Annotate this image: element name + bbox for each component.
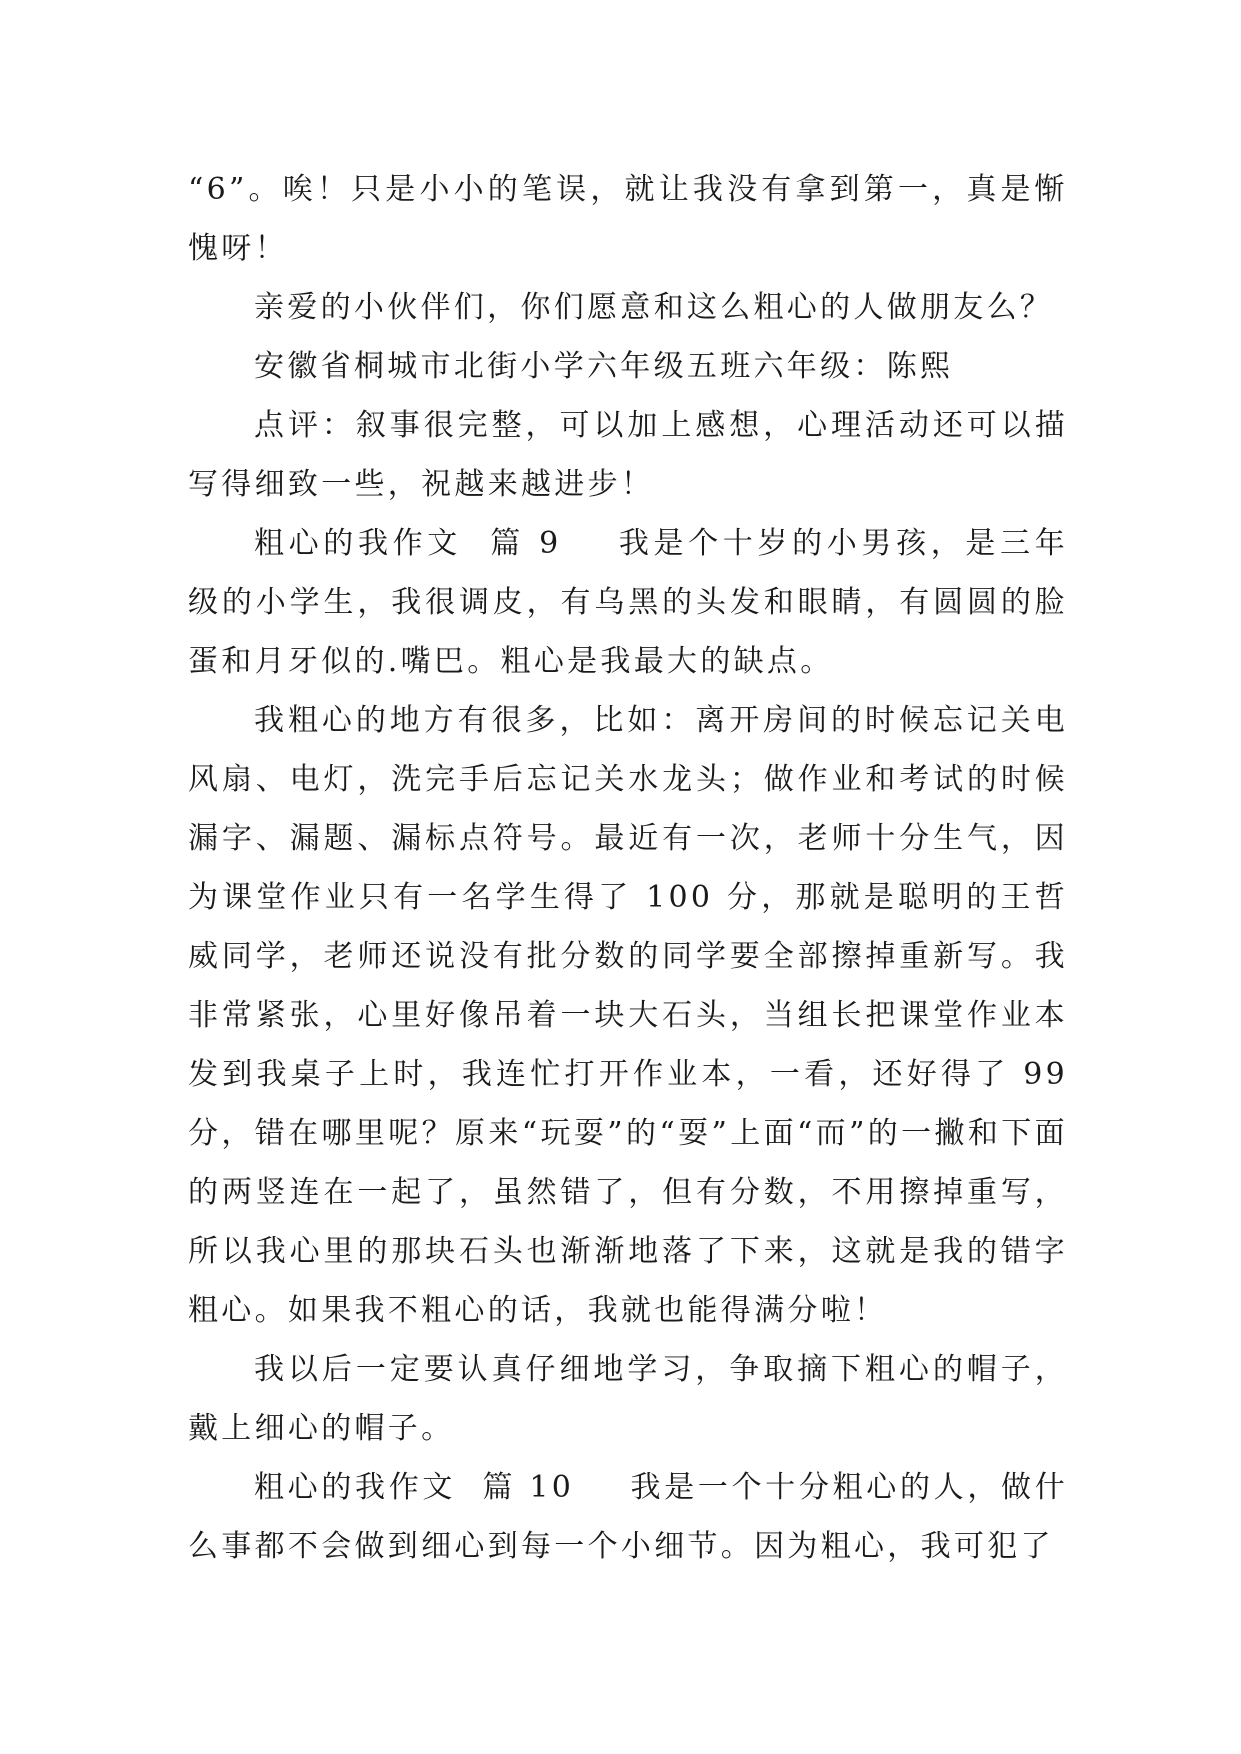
section-heading: 粗心的我作文 篇 9: [254, 526, 562, 561]
section-paragraph: [188, 514, 1068, 691]
section-paragraph: [188, 1458, 1068, 1576]
section-heading: 粗心的我作文 篇 10: [254, 1470, 575, 1505]
paragraph-text: 我是个十岁的小男孩，是三年级的小学生，我很调皮，有乌黑的头发和眼睛，有圆圆的脸蛋和月牙似的.嘴巴。粗心是我最大的缺点。: [188, 526, 1068, 679]
author-line: [188, 337, 1068, 396]
paragraph-text: 点评：叙事很完整，可以加上感想，心理活动还可以描写得细致一些，祝越来越进步！: [188, 408, 1068, 502]
paragraph-text: 我是一个十分粗心的人，做什么事都不会做到细心到每一个小细节。因为粗心，我可犯了: [188, 1470, 1068, 1564]
paragraph-text: 安徽省桐城市北街小学六年级五班六年级：陈熙: [254, 349, 954, 384]
paragraph-text: 我以后一定要认真仔细地学习，争取摘下粗心的帽子，戴上细心的帽子。: [188, 1352, 1068, 1446]
paragraph-text: “6”。唉！只是小小的笔误，就让我没有拿到第一，真是惭愧呀！: [188, 172, 1068, 266]
paragraph: [188, 1340, 1068, 1458]
paragraph: [188, 160, 1068, 278]
paragraph: [188, 278, 1068, 337]
paragraph-text: 我粗心的地方有很多，比如：离开房间的时候忘记关电风扇、电灯，洗完手后忘记关水龙头；做作业和考试的时候漏字、漏题、漏标点符号。最近有一次，老师十分生气，因为课堂作业只有一名学生得了 100 分，那就是聪明的王哲威同学，老师还说没有批分数的同学要全部擦掉重新写。我非常紧张，心里好像吊着一块大石头，当组长把课堂作业本发到我桌子上时，我连忙打开作业本，一看，还好得了 99 分，错在哪里呢？原来“玩耍”的“耍”上面“而”的一撇和下面的两竖连在一起了，虽然错了，但有分数，不用擦掉重写，所以我心里的那块石头也渐渐地落了下来，这就是我的错字粗心。如果我不粗心的话，我就也能得满分啦！: [188, 703, 1068, 1328]
paragraph-text: 亲爱的小伙伴们，你们愿意和这么粗心的人做朋友么？: [254, 290, 1054, 325]
paragraph: [188, 691, 1068, 1340]
comment-paragraph: [188, 396, 1068, 514]
document-body: [188, 160, 1068, 1576]
